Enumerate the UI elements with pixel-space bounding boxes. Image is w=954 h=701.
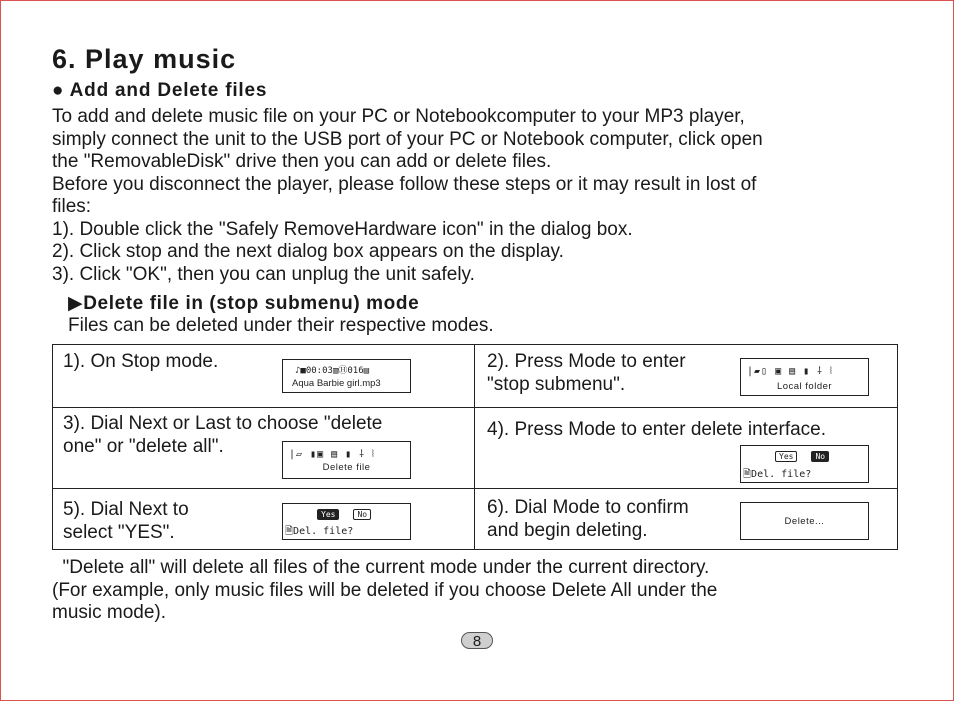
footer-line: (For example, only music files will be deleted if you choose Delete All under the bbox=[52, 579, 718, 601]
footer-line: "Delete all" will delete all files of the current mode under the current directory. bbox=[52, 557, 710, 578]
file-icon: 🗎 bbox=[285, 526, 294, 537]
lcd-screen-submenu bbox=[740, 358, 869, 396]
lcd-no-option: No bbox=[811, 451, 829, 462]
lcd-track-name: Aqua Barbie girl.mp3 bbox=[292, 378, 381, 389]
steps-table bbox=[52, 344, 898, 550]
intro-line: To add and delete music file on your PC or Notebookcomputer to your MP3 player, bbox=[52, 106, 745, 127]
lcd-yes-option: Yes bbox=[317, 509, 339, 520]
intro-text bbox=[52, 106, 912, 286]
step-3-text: 3). Dial Next or Last to choose "delete one" or "delete all". bbox=[63, 413, 383, 457]
intro-line: files: bbox=[52, 196, 92, 217]
file-icon: 🗎 bbox=[743, 469, 752, 480]
lcd-buttons bbox=[775, 451, 843, 462]
section-heading-delete-file: ▶Delete file in (stop submenu) mode bbox=[68, 293, 420, 314]
table-divider bbox=[53, 407, 897, 408]
lcd-caption: Local folder bbox=[776, 381, 833, 392]
lcd-yes-option: Yes bbox=[775, 451, 797, 462]
intro-line: the "RemovableDisk" drive then you can add or delete files. bbox=[52, 151, 552, 172]
lcd-prompt: 🗎Del. file? bbox=[285, 526, 354, 537]
lcd-screen-select-yes bbox=[282, 503, 411, 540]
page-title: 6. Play music bbox=[52, 44, 237, 74]
step-6-text: 6). Dial Mode to confirm and begin deleting. bbox=[487, 497, 689, 541]
section-description: Files can be deleted under their respective modes. bbox=[68, 315, 494, 336]
lcd-screen-play bbox=[282, 359, 411, 393]
step-1-text: 1). On Stop mode. bbox=[63, 351, 219, 372]
footer-line: music mode). bbox=[52, 602, 167, 623]
intro-line: Before you disconnect the player, please follow these steps or it may result in lost of bbox=[52, 173, 757, 195]
lcd-screen-delete-menu bbox=[282, 441, 411, 479]
footer-note bbox=[52, 557, 912, 625]
lcd-menu-icons: |▰▯ ▣ ▤ ▮ ⸸ ⦚ bbox=[747, 366, 834, 377]
intro-line: simply connect the unit to the USB port of your PC or Notebook computer, click open bbox=[52, 128, 763, 150]
lcd-screen-deleting bbox=[740, 502, 869, 540]
step-4-text: 4). Press Mode to enter delete interface. bbox=[487, 419, 827, 440]
section-heading-add-delete: ● Add and Delete files bbox=[52, 80, 268, 101]
lcd-screen-confirm bbox=[740, 445, 869, 483]
page-number: 8 bbox=[461, 632, 493, 649]
step-2-text: 2). Press Mode to enter "stop submenu". bbox=[487, 351, 686, 395]
step-5-text: 5). Dial Next to select "YES". bbox=[63, 499, 189, 543]
lcd-time: ♪■00:03▥Ⓗ016▤ bbox=[295, 366, 370, 376]
intro-step-1: 1). Double click the "Safely RemoveHardware icon" in the dialog box. bbox=[52, 218, 633, 240]
intro-step-3: 3). Click "OK", then you can unplug the unit safely. bbox=[52, 263, 475, 285]
lcd-no-option: No bbox=[353, 509, 371, 520]
intro-step-2: 2). Click stop and the next dialog box appears on the display. bbox=[52, 241, 564, 262]
lcd-caption: Delete... bbox=[784, 516, 825, 527]
lcd-buttons bbox=[317, 509, 385, 520]
lcd-caption: Delete file bbox=[322, 462, 371, 473]
lcd-menu-icons: |▱ ▮▣ ▤ ▮ ⸸ ⦚ bbox=[289, 449, 376, 460]
lcd-prompt: 🗎Del. file? bbox=[743, 469, 812, 480]
table-divider bbox=[474, 345, 475, 549]
table-divider bbox=[53, 488, 897, 489]
